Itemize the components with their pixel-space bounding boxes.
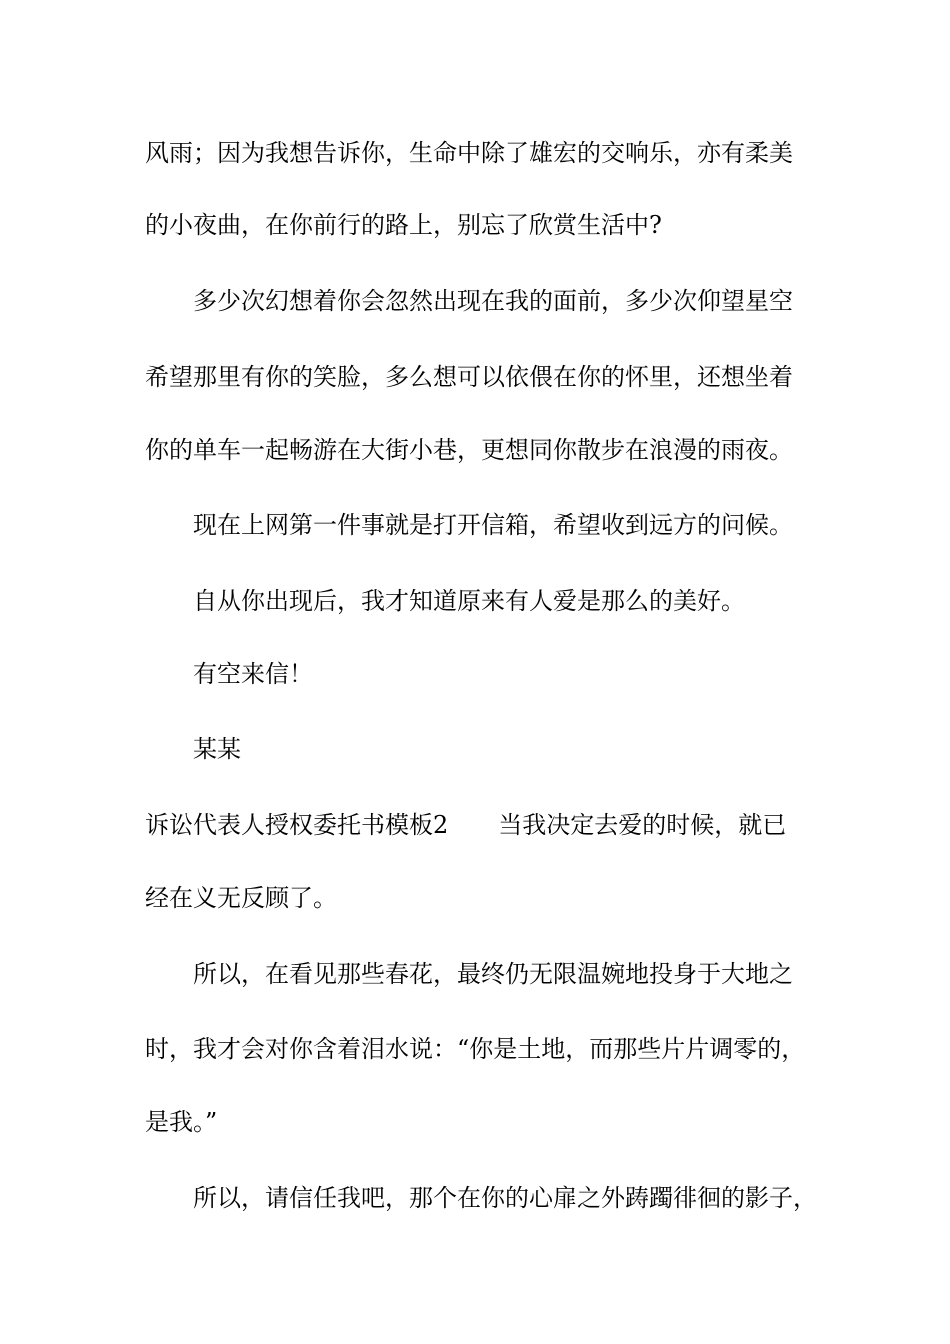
text-line: 风雨；因为我想告诉你，生命中除了雄宏的交响乐，亦有柔美	[145, 139, 793, 167]
text-line: 你的单车一起畅游在大街小巷，更想同你散步在浪漫的雨夜。	[145, 436, 793, 464]
text-line: 当我决定去爱的时候，就已	[498, 811, 787, 839]
text-line: 的小夜曲，在你前行的路上，别忘了欣赏生活中?	[145, 211, 662, 239]
paragraph-start: 现在上网第一件事就是打开信箱，希望收到远方的问候。	[193, 511, 793, 539]
text-line: 经在义无反顾了。	[145, 884, 337, 912]
heading-line	[145, 809, 786, 841]
document-heading: 诉讼代表人授权委托书模板2	[145, 811, 449, 839]
closing-line: 有空来信！	[193, 660, 313, 688]
paragraph-start: 所以，请信任我吧，那个在你的心扉之外踌躅徘徊的影子，	[193, 1184, 817, 1212]
paragraph-start: 自从你出现后，我才知道原来有人爱是那么的美好。	[193, 587, 745, 615]
paragraph-start: 所以，在看见那些春花，最终仍无限温婉地投身于大地之	[193, 960, 793, 988]
paragraph-start: 多少次幻想着你会忽然出现在我的面前，多少次仰望星空	[193, 287, 793, 315]
text-line: 时，我才会对你含着泪水说：“你是土地，而那些片片调零的，	[145, 1035, 806, 1063]
text-line: 是我。”	[145, 1108, 218, 1136]
signature-name: 某某	[193, 735, 241, 763]
text-line: 希望那里有你的笑脸，多么想可以依偎在你的怀里，还想坐着	[145, 363, 793, 391]
